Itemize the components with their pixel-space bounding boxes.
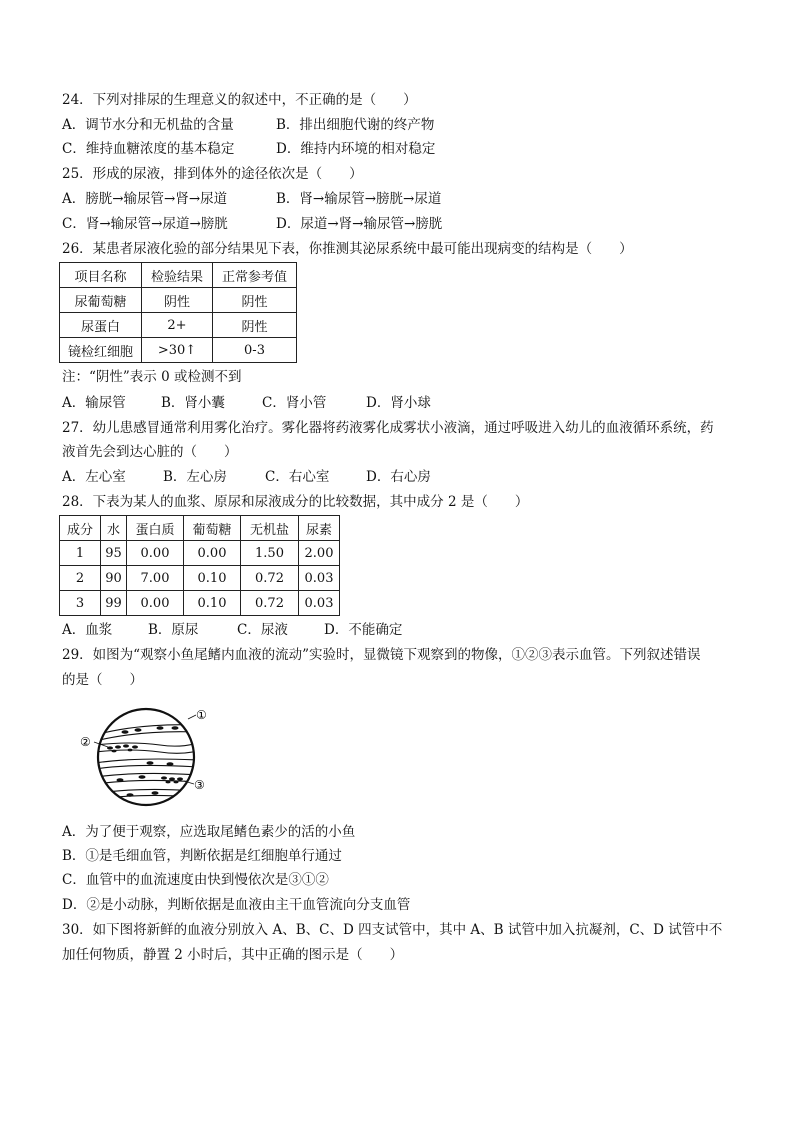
q24-option-c: C．维持血糖浓度的基本稳定: [62, 141, 235, 157]
q28-header: 尿素: [299, 516, 340, 541]
q28-cell: 2: [60, 566, 101, 591]
q28-header: 成分: [60, 516, 101, 541]
q28-cell: 0.00: [184, 541, 241, 566]
q24-option-d: D．维持内环境的相对稳定: [276, 141, 436, 157]
q26-option-c: C．肾小管: [262, 395, 327, 411]
q25-option-a: A．膀胱→输尿管→肾→尿道: [62, 191, 228, 207]
q28-option-b: B．原尿: [148, 622, 199, 638]
q28-cell: 0.00: [127, 591, 184, 616]
q24-stem: 24．下列对排尿的生理意义的叙述中，不正确的是（ ）: [62, 92, 417, 108]
q26-cell: 阴性: [213, 288, 297, 313]
q26-header: 正常参考值: [213, 263, 297, 288]
q28-cell: 0.10: [184, 566, 241, 591]
q26-cell: 镜检红细胞: [60, 338, 142, 363]
q30-stem-line1: 30．如下图将新鲜的血液分别放入 A、B、C、D 四支试管中，其中 A、B 试管中加入抗凝剂，C、D 试管中不: [62, 922, 723, 938]
q28-cell: 0.10: [184, 591, 241, 616]
q27-stem-line2: 液首先会到达心脏的（ ）: [62, 444, 238, 460]
q28-option-a: A．血浆: [62, 622, 113, 638]
figure-label-1: ①: [196, 708, 207, 722]
q28-header: 无机盐: [241, 516, 299, 541]
q28-cell: 2.00: [299, 541, 340, 566]
q27-option-c: C．右心室: [265, 469, 330, 485]
q29-stem-line2: 的是（ ）: [62, 672, 143, 688]
q30-stem-line2: 加任何物质，静置 2 小时后，其中正确的图示是（ ）: [62, 947, 404, 963]
q28-option-d: D．不能确定: [324, 622, 403, 638]
q28-header: 水: [101, 516, 127, 541]
q28-cell: 1.50: [241, 541, 299, 566]
microscope-view-figure: [80, 705, 220, 810]
q28-cell: 99: [101, 591, 127, 616]
q26-cell: 0-3: [213, 338, 297, 363]
q28-cell: 0.00: [127, 541, 184, 566]
q27-stem-line1: 27．幼儿患感冒通常利用雾化治疗。雾化器将药液雾化成雾状小液滴，通过呼吸进入幼儿的血液循环系统，药: [62, 420, 714, 436]
q25-option-b: B．肾→输尿管→膀胱→尿道: [276, 191, 442, 207]
q28-cell: 0.03: [299, 591, 340, 616]
figure-label-2: ②: [80, 735, 91, 749]
q25-option-d: D．尿道→肾→输尿管→膀胱: [276, 216, 443, 232]
field-of-view-circle: [98, 709, 194, 805]
q26-option-b: B．肾小囊: [161, 395, 225, 411]
q26-option-a: A．输尿管: [62, 395, 126, 411]
q26-header: 项目名称: [60, 263, 142, 288]
q26-cell: >30↑: [142, 338, 213, 363]
q28-cell: 0.03: [299, 566, 340, 591]
q28-cell: 0.72: [241, 591, 299, 616]
q26-header: 检验结果: [142, 263, 213, 288]
q27-option-a: A．左心室: [62, 469, 126, 485]
q29-option-a: A．为了便于观察，应选取尾鳍色素少的活的小鱼: [62, 824, 356, 840]
q26-cell: 阴性: [142, 288, 213, 313]
q26-cell: 阴性: [213, 313, 297, 338]
q28-cell: 3: [60, 591, 101, 616]
q26-cell: 尿蛋白: [60, 313, 142, 338]
q29-option-b: B．①是毛细血管，判断依据是红细胞单行通过: [62, 848, 342, 864]
q28-cell: 95: [101, 541, 127, 566]
figure-label-3: ③: [194, 778, 205, 792]
q28-stem: 28．下表为某人的血浆、原尿和尿液成分的比较数据，其中成分 2 是（ ）: [62, 494, 529, 510]
q25-option-c: C．肾→输尿管→尿道→膀胱: [62, 216, 228, 232]
q24-option-b: B．排出细胞代谢的终产物: [276, 117, 435, 133]
q29-option-d: D．②是小动脉，判断依据是血液由主干血管流向分支血管: [62, 897, 411, 913]
q26-option-d: D．肾小球: [366, 395, 431, 411]
q28-cell: 7.00: [127, 566, 184, 591]
q28-table: [59, 515, 340, 616]
q28-option-c: C．尿液: [237, 622, 288, 638]
q26-table: [59, 262, 297, 363]
q27-option-b: B．左心房: [163, 469, 227, 485]
q25-stem: 25．形成的尿液，排到体外的途径依次是（ ）: [62, 166, 363, 182]
q28-cell: 1: [60, 541, 101, 566]
q26-note: 注：“阴性”表示 0 或检测不到: [62, 369, 242, 385]
q28-cell: 90: [101, 566, 127, 591]
q26-stem: 26．某患者尿液化验的部分结果见下表，你推测其泌尿系统中最可能出现病变的结构是（ ）: [62, 241, 633, 257]
q28-header: 蛋白质: [127, 516, 184, 541]
q28-cell: 0.72: [241, 566, 299, 591]
q24-option-a: A．调节水分和无机盐的含量: [62, 117, 234, 133]
q28-header: 葡萄糖: [184, 516, 241, 541]
q27-option-d: D．右心房: [366, 469, 431, 485]
q26-cell: 2+: [142, 313, 213, 338]
q29-stem-line1: 29．如图为“观察小鱼尾鳍内血液的流动”实验时，显微镜下观察到的物像，①②③表示血管。下列叙述错误: [62, 647, 701, 663]
q26-cell: 尿葡萄糖: [60, 288, 142, 313]
q29-option-c: C．血管中的血流速度由快到慢依次是③①②: [62, 872, 329, 888]
